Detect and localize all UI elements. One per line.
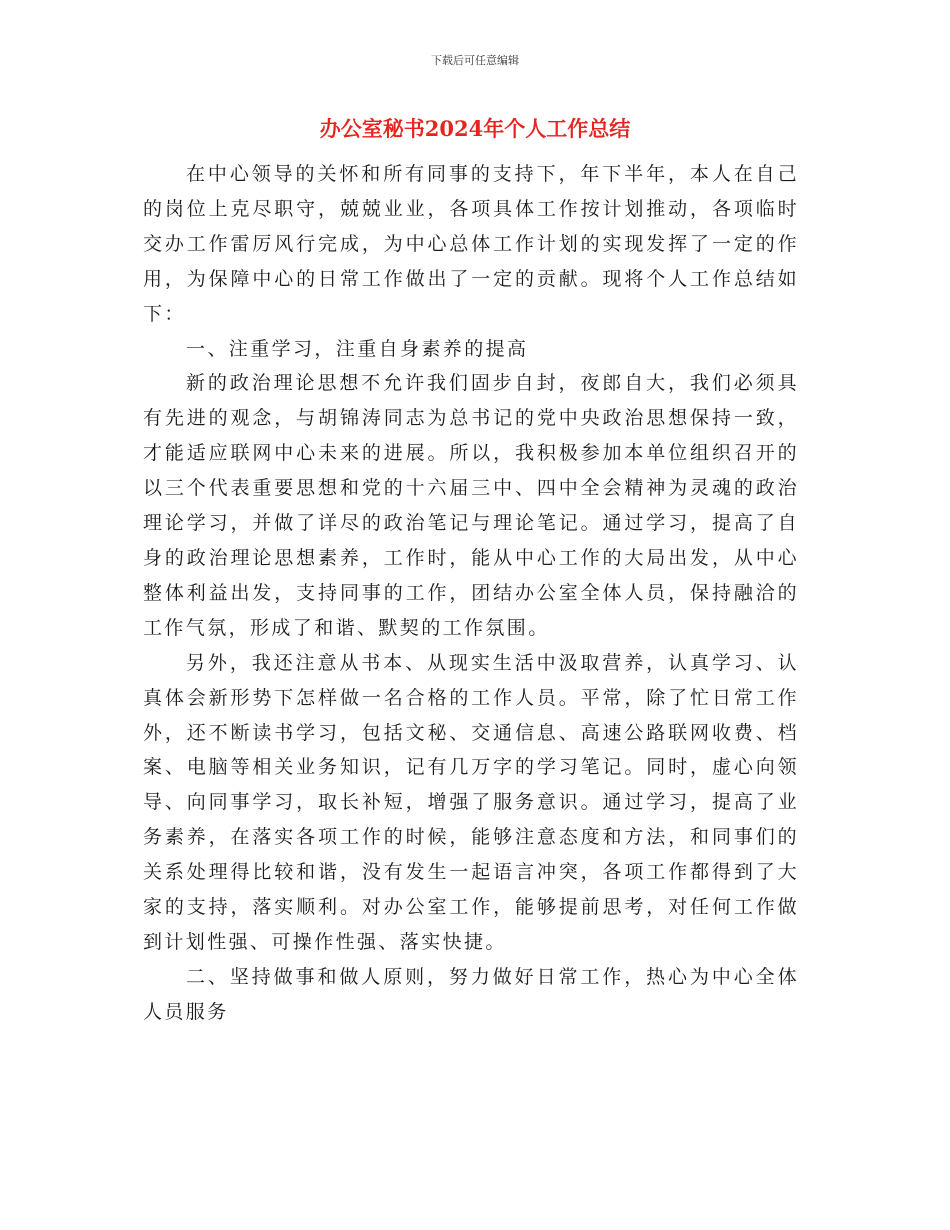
section-heading-2: 二、坚持做事和做人原则，努力做好日常工作，热心为中心全体人员服务 (143, 965, 799, 1023)
section-heading-1: 一、注重学习，注重自身素养的提高 (186, 337, 529, 360)
paragraph-study: 新的政治理论思想不允许我们固步自封，夜郎自大，我们必须具有先进的观念，与胡锦涛同志为总书记的党中央政治思想保持一致，才能适应联网中心未来的进展。所以，我积极参加本单位组织召开的以三个代表重要思想和党的十六届三中、四中全会精神为灵魂的政治理论学习，并做了详尽的政治笔记与理论笔记。通过学习，提高了自身的政治理论思想素养，工作时，能从中心工作的大局出发，从中心整体利益出发，支持同事的工作，团结办公室全体人员，保持融洽的工作气氛，形成了和谐、默契的工作氛围。 (143, 372, 799, 639)
document-title: 办公室秘书2024年个人工作总结 (319, 116, 631, 141)
document-body (143, 157, 799, 1030)
header-note: 下载后可任意编辑 (431, 54, 519, 67)
paragraph-intro: 在中心领导的关怀和所有同事的支持下，年下半年，本人在自己的岗位上克尽职守，兢兢业业，各项具体工作按计划推动，各项临时交办工作雷厉风行完成，为中心总体工作计划的实现发挥了一定的作用，为保障中心的日常工作做出了一定的贡献。现将个人工作总结如下： (143, 163, 799, 325)
paragraph-additional: 另外，我还注意从书本、从现实生活中汲取营养，认真学习、认真体会新形势下怎样做一名合格的工作人员。平常，除了忙日常工作外，还不断读书学习，包括文秘、交通信息、高速公路联网收费、档案、电脑等相关业务知识，记有几万字的学习笔记。同时，虚心向领导、向同事学习，取长补短，增强了服务意识。通过学习，提高了业务素养，在落实各项工作的时候，能够注意态度和方法，和同事们的关系处理得比较和谐，没有发生一起语言冲突，各项工作都得到了大家的支持，落实顺利。对办公室工作，能够提前思考，对任何工作做到计划性强、可操作性强、落实快捷。 (143, 651, 799, 953)
